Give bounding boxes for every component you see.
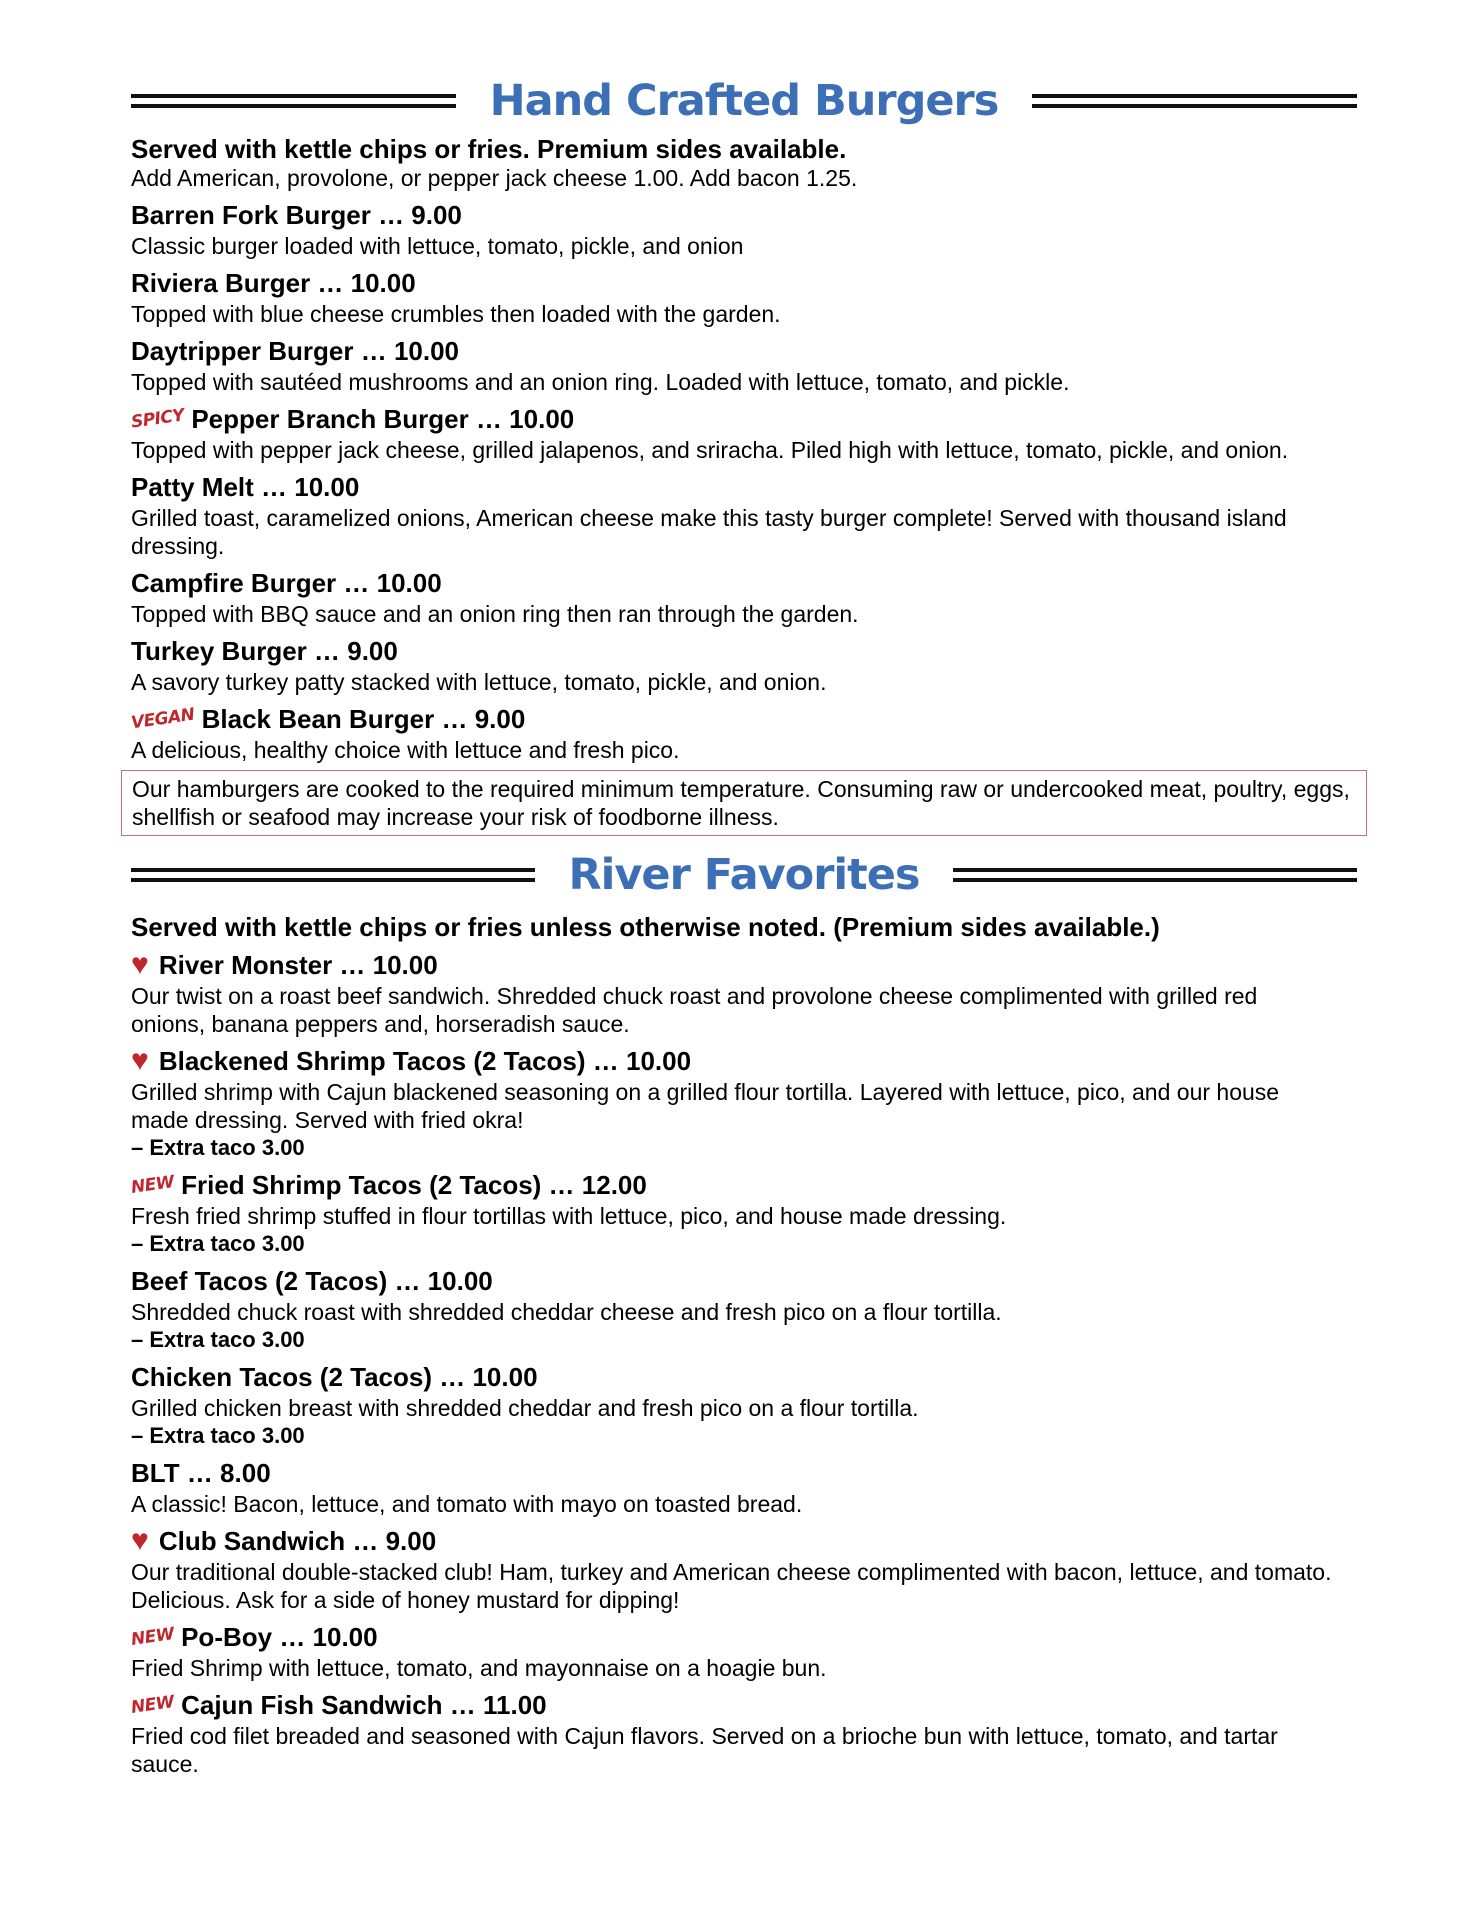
menu-item-name: Pepper Branch Burger … 10.00 [191,404,575,434]
menu-item-name: River Monster … 10.00 [158,950,438,980]
menu-item-description: Fried cod filet breaded and seasoned with Cajun flavors. Served on a brioche bun with lettuce, tomato, and tartar sauce. [131,1723,1278,1777]
burgers-subintro: Add American, provolone, or pepper jack cheese 1.00. Add bacon 1.25. [131,165,858,191]
menu-item-description: Classic burger loaded with lettuce, tomato, pickle, and onion [131,233,744,259]
menu-item-name: Cajun Fish Sandwich … 11.00 [181,1690,547,1720]
menu-item-title [131,1688,1357,1722]
new-tag: NEW [129,1692,176,1718]
menu-item-description: Topped with BBQ sauce and an onion ring then ran through the garden. [131,601,859,627]
menu-item [131,1360,1357,1450]
menu-item-name: Daytripper Burger … 10.00 [131,336,460,366]
menu-item-extra: – Extra taco 3.00 [131,1135,305,1160]
menu-item-title [131,1456,1357,1490]
burger-list [131,198,1357,764]
menu-item-title [131,1044,1357,1078]
menu-item [131,1456,1357,1518]
menu-item-title [131,634,1357,668]
menu-item [131,1620,1357,1682]
menu-item-title [131,470,1357,504]
menu-item-description: Grilled toast, caramelized onions, American cheese make this tasty burger complete! Served with thousand island dressing. [131,505,1287,559]
menu-item-title [131,948,1357,982]
menu-item [131,334,1357,396]
header-rule-right [953,868,1357,882]
food-safety-notice: Our hamburgers are cooked to the required minimum temperature. Consuming raw or undercooked meat, poultry, eggs, shellfish or seafood may increase your risk of foodborne illness. [121,770,1367,836]
menu-item-title [131,266,1357,300]
menu-item-name: Campfire Burger … 10.00 [131,568,442,598]
vegan-tag: VEGAN [129,704,196,734]
favorites-title: River Favorites [568,850,920,900]
menu-item-name: Po-Boy … 10.00 [181,1622,378,1652]
menu-item [131,1044,1357,1162]
menu-content [131,0,1357,1778]
menu-item-name: Club Sandwich … 9.00 [158,1526,437,1556]
menu-item-title [131,1360,1357,1394]
menu-item-description: A savory turkey patty stacked with lettuce, tomato, pickle, and onion. [131,669,827,695]
menu-item-description: A classic! Bacon, lettuce, and tomato with mayo on toasted bread. [131,1491,803,1517]
burgers-header [131,68,1357,134]
menu-item-name: Riviera Burger … 10.00 [131,268,416,298]
menu-item [131,470,1357,560]
menu-item-title [131,702,1357,736]
menu-item [131,702,1357,764]
heart-icon: ♥ [131,948,149,981]
menu-item [131,1264,1357,1354]
menu-item-name: Barren Fork Burger … 9.00 [131,200,462,230]
menu-item-description: Shredded chuck roast with shredded cheddar cheese and fresh pico on a flour tortilla. [131,1299,1002,1325]
menu-item-description: Fresh fried shrimp stuffed in flour tortillas with lettuce, pico, and house made dressing. [131,1203,1007,1229]
menu-item-description: Topped with blue cheese crumbles then loaded with the garden. [131,301,781,327]
menu-item-description: Our traditional double-stacked club! Ham, turkey and American cheese complimented with bacon, lettuce, and tomato. Delicious. Ask for a side of honey mustard for dipping! [131,1559,1332,1613]
menu-item-name: Patty Melt … 10.00 [131,472,360,502]
menu-item [131,266,1357,328]
menu-item-description: Grilled chicken breast with shredded cheddar and fresh pico on a flour tortilla. [131,1395,919,1421]
menu-item-title [131,402,1357,436]
menu-item-title [131,1620,1357,1654]
menu-item-name: Black Bean Burger … 9.00 [201,704,526,734]
menu-item [131,634,1357,696]
menu-item [131,198,1357,260]
menu-item-name: BLT … 8.00 [131,1458,271,1488]
menu-item-extra: – Extra taco 3.00 [131,1231,305,1256]
header-rule-left [131,868,535,882]
menu-item [131,948,1357,1038]
menu-item-description: Topped with pepper jack cheese, grilled jalapenos, and sriracha. Piled high with lettuce, tomato, pickle, and onion. [131,437,1289,463]
menu-item-title [131,1264,1357,1298]
burgers-intro: Served with kettle chips or fries. Premium sides available. [131,134,847,164]
favorites-intro: Served with kettle chips or fries unless otherwise noted. (Premium sides available.) [131,912,1160,942]
header-rule-right [1032,94,1357,108]
menu-item-description: A delicious, healthy choice with lettuce and fresh pico. [131,737,680,763]
menu-item-name: Beef Tacos (2 Tacos) … 10.00 [131,1266,493,1296]
new-tag: NEW [129,1624,176,1650]
menu-item-name: Chicken Tacos (2 Tacos) … 10.00 [131,1362,538,1392]
menu-item-extra: – Extra taco 3.00 [131,1327,305,1352]
menu-item-title [131,198,1357,232]
spicy-tag: SPICY [129,405,186,433]
heart-icon: ♥ [131,1044,149,1077]
burgers-title: Hand Crafted Burgers [489,76,999,126]
menu-item [131,566,1357,628]
menu-item-title [131,334,1357,368]
menu-item-title [131,566,1357,600]
header-rule-left [131,94,456,108]
menu-item-description: Topped with sautéed mushrooms and an onion ring. Loaded with lettuce, tomato, and pickle. [131,369,1070,395]
menu-item-description: Grilled shrimp with Cajun blackened seasoning on a grilled flour tortilla. Layered with lettuce, pico, and our house made dressing. Served with fried okra! [131,1079,1280,1133]
menu-item [131,402,1357,464]
menu-item-extra: – Extra taco 3.00 [131,1423,305,1448]
favorites-header [131,842,1357,908]
menu-item-name: Blackened Shrimp Tacos (2 Tacos) … 10.00 [158,1046,692,1076]
menu-item [131,1524,1357,1614]
heart-icon: ♥ [131,1524,149,1557]
favorites-list [131,948,1357,1778]
new-tag: NEW [129,1172,176,1198]
menu-item-description: Our twist on a roast beef sandwich. Shredded chuck roast and provolone cheese complimented with grilled red onions, banana peppers and, horseradish sauce. [131,983,1258,1037]
menu-item [131,1168,1357,1258]
menu-item [131,1688,1357,1778]
menu-item-title [131,1168,1357,1202]
menu-item-name: Turkey Burger … 9.00 [131,636,398,666]
menu-item-name: Fried Shrimp Tacos (2 Tacos) … 12.00 [181,1170,647,1200]
menu-item-title [131,1524,1357,1558]
menu-item-description: Fried Shrimp with lettuce, tomato, and mayonnaise on a hoagie bun. [131,1655,827,1681]
